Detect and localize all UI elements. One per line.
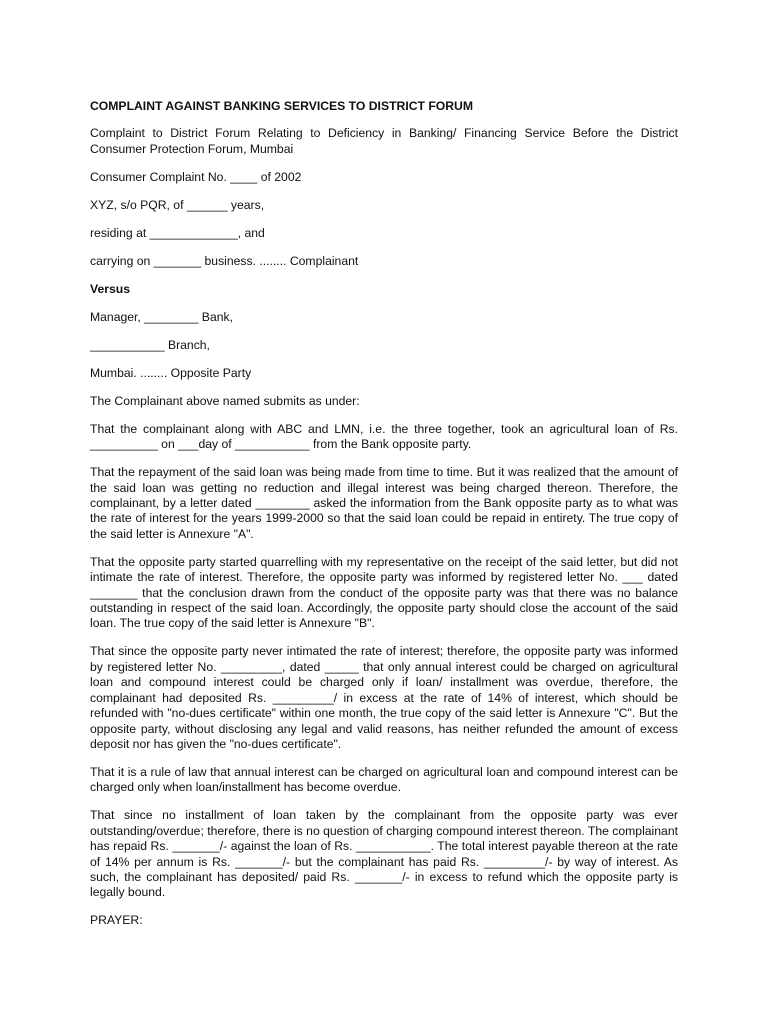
opposite-party-bank: Manager, ________ Bank,	[90, 309, 233, 324]
opposite-party-branch: ___________ Branch,	[90, 337, 210, 352]
intro-paragraph: Complaint to District Forum Relating to Deficiency in Banking/ Financing Service Before the District Consumer Protection Forum, Mumbai	[90, 126, 678, 156]
versus-heading: Versus	[90, 281, 130, 296]
document-page	[90, 99, 678, 941]
paragraph-rule-of-law: That it is a rule of law that annual interest can be charged on agricultural loan and compound interest can be charged only when loan/installment has become overdue.	[90, 764, 678, 795]
paragraph-interest-notice: That since the opposite party never intimated the rate of interest; therefore, the opposite party was informed by registered letter No. _________, dated _____ that only annual interest could be charged on agricultural loan and compound interest could be charged only if loan/ installment was overdue, therefore, the complainant had deposited Rs. _________/ in excess at the rate of 14% of interest, which should be refunded with "no-dues certificate" within one month, the true copy of the said letter is Annexure "C". But the opposite party, without disclosing any legal and valid reasons, has neither refunded the amount of excess deposit nor has given the "no-dues certificate".	[90, 644, 678, 751]
submits-line: The Complainant above named submits as under:	[90, 393, 360, 408]
complaint-number: Consumer Complaint No. ____ of 2002	[90, 169, 302, 184]
opposite-party-city: Mumbai. ........ Opposite Party	[90, 365, 252, 380]
complainant-residence: residing at _____________, and	[90, 225, 265, 240]
document-title: COMPLAINT AGAINST BANKING SERVICES TO DISTRICT FORUM	[90, 99, 474, 113]
prayer-heading: PRAYER:	[90, 913, 143, 928]
paragraph-loan: That the complainant along with ABC and LMN, i.e. the three together, took an agricultural loan of Rs. __________ on ___day of ___________ from the Bank opposite party.	[90, 421, 678, 452]
paragraph-no-overdue: That since no installment of loan taken by the complainant from the opposite party was ever outstanding/overdue; therefore, there is no question of charging compound interest thereon. The complainant has repaid Rs. _______/- against the loan of Rs. ___________. The total interest payable thereon at the rate of 14% per annum is Rs. _______/- but the complainant has paid Rs. _________/- by way of interest. As such, the complainant has deposited/ paid Rs. _______/- in excess to refund which the opposite party is legally bound.	[90, 808, 678, 900]
complainant-name: XYZ, s/o PQR, of ______ years,	[90, 197, 265, 212]
paragraph-quarrel: That the opposite party started quarrelling with my representative on the receipt of the said letter, but did not intimate the rate of interest. Therefore, the opposite party was informed by registered letter No. ___ dated _______ that the conclusion drawn from the conduct of the opposite party was that there was no balance outstanding in respect of the said loan. Accordingly, the opposite party should close the account of the said loan. The true copy of the said letter is Annexure "B".	[90, 554, 678, 631]
paragraph-repayment: That the repayment of the said loan was being made from time to time. But it was realized that the amount of the said loan was getting no reduction and illegal interest was being charged thereon. Therefore, the complainant, by a letter dated ________ asked the information from the Bank opposite party as to what was the rate of interest for the years 1999-2000 so that the said loan could be repaid in entirety. The true copy of the said letter is Annexure "A".	[90, 465, 678, 541]
complainant-business: carrying on _______ business. ........ Complainant	[90, 253, 359, 268]
